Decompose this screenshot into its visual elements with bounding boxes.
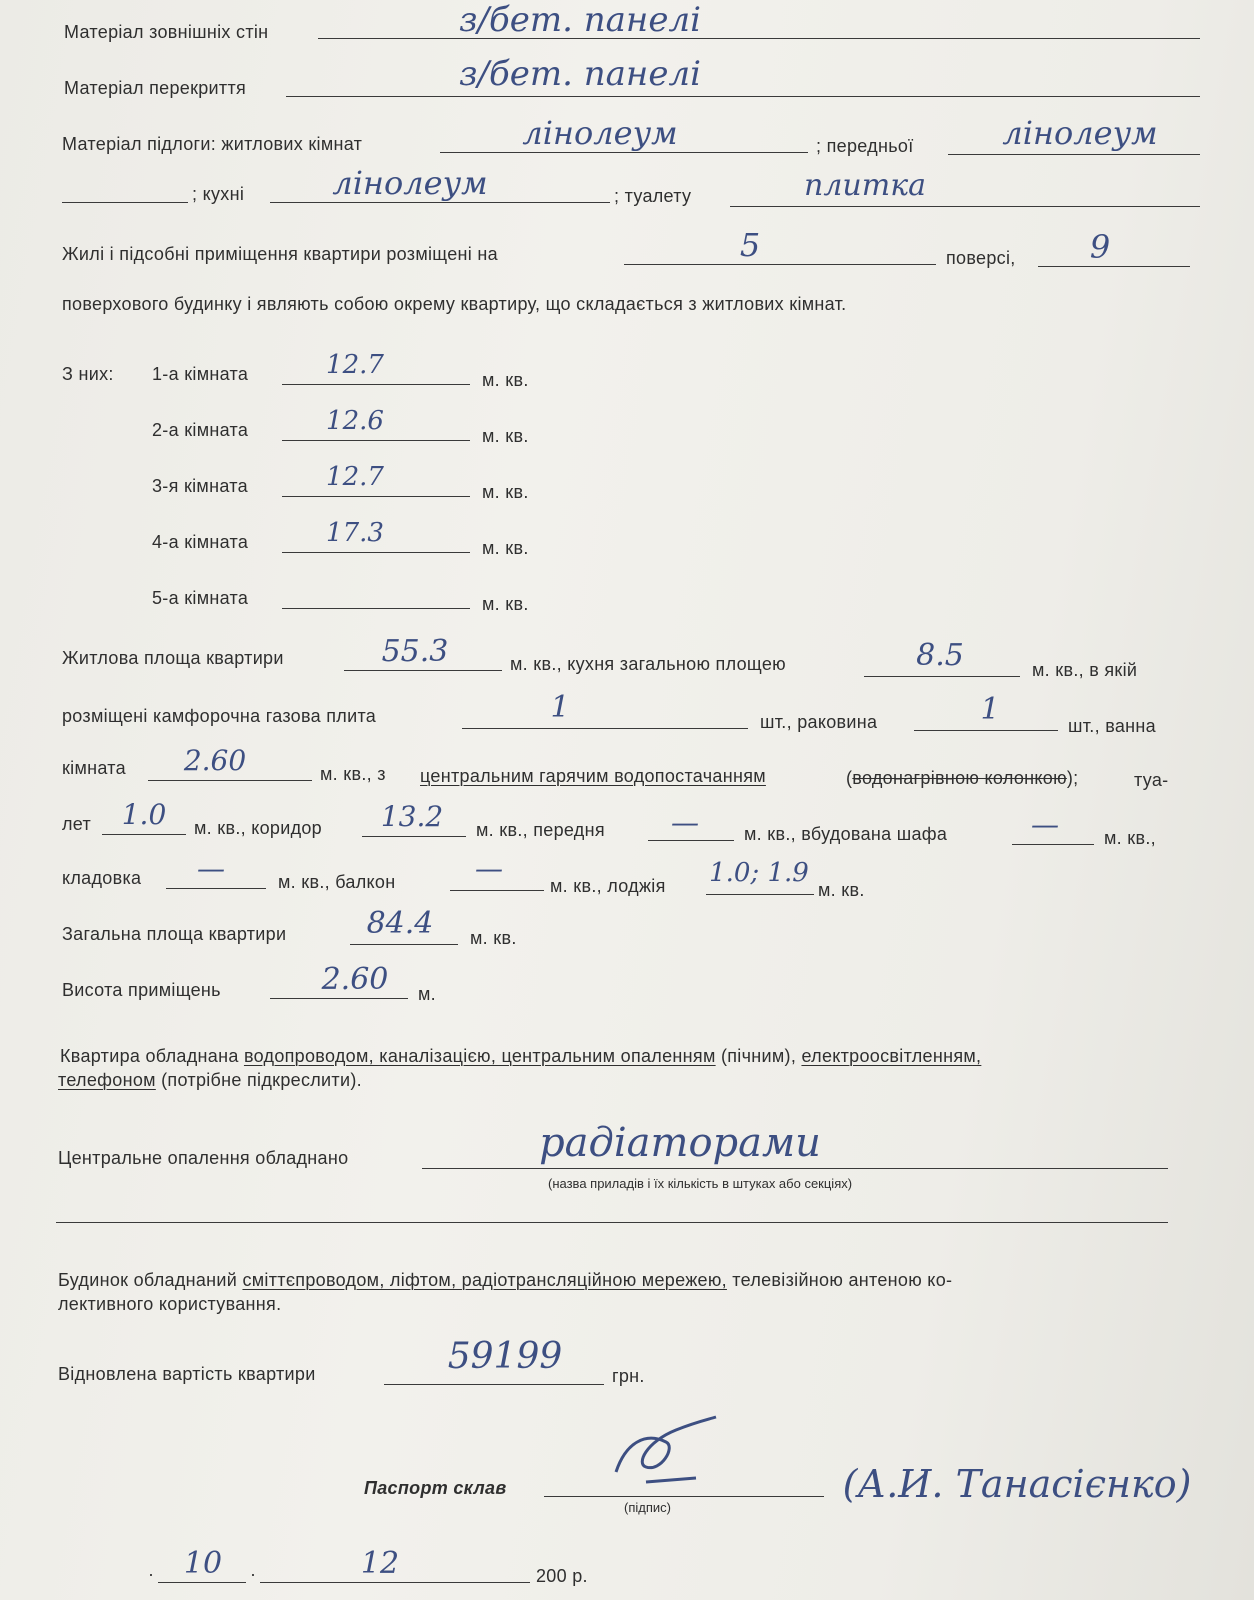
hw-exterior-walls: з/бет. панелі: [459, 0, 701, 40]
unit-room-1: м. кв.: [482, 370, 529, 390]
label-bath-unit: м. кв., з: [320, 764, 386, 784]
hw-balcony: —: [475, 852, 503, 885]
label-corridor: м. кв., коридор: [194, 818, 322, 838]
fill-room-5: [282, 608, 470, 609]
fill-central-heating: [422, 1168, 1168, 1169]
heating-caption: (назва приладів і їх кількість в штуках або секціях): [548, 1176, 853, 1191]
building-main: сміттєпроводом, ліфтом, радіотрансляційною мережею,: [242, 1270, 727, 1290]
hw-kitchen-area: 8.5: [916, 638, 964, 673]
unit-room-3: м. кв.: [482, 482, 529, 502]
label-total-area: Загальна площа квартири: [62, 924, 287, 944]
label-in-which: м. кв., в якій: [1032, 660, 1138, 680]
utilities-phone: телефоном: [58, 1070, 156, 1090]
unit-room-4: м. кв.: [482, 538, 529, 558]
fill-closet: [1012, 844, 1094, 845]
fill-living-area: [344, 670, 502, 671]
hw-floor-number: 5: [739, 226, 761, 264]
label-central-hot-water: центральним гарячим водопостачанням: [420, 766, 766, 786]
label-balcony: м. кв., балкон: [278, 872, 396, 892]
fill-date-day: [158, 1582, 246, 1583]
label-building-description: поверхового будинку і являють собою окрему квартиру, що складається з житлових кімнат.: [62, 294, 847, 314]
label-year: 200 р.: [536, 1566, 588, 1586]
hw-room-4: 17.3: [326, 518, 384, 548]
fill-gas-stove: [462, 728, 748, 729]
hw-bath: 2.60: [183, 744, 247, 777]
hw-closet: —: [1031, 808, 1059, 841]
label-restored-cost: Відновлена вартість квартири: [58, 1364, 316, 1384]
hw-living-area: 55.3: [381, 634, 449, 669]
label-front: м. кв., передня: [476, 820, 605, 840]
label-room-2: 2-а кімната: [152, 420, 249, 440]
label-overlap-material: Матеріал перекриття: [64, 78, 247, 98]
fill-room-2: [282, 440, 470, 441]
fill-floor-kitchen: [270, 202, 610, 203]
hw-room-2: 12.6: [326, 406, 384, 436]
hw-storeys: 9: [1089, 228, 1111, 266]
unit-room-5: м. кв.: [482, 594, 529, 614]
label-water-heater: (водонагрівною колонкою);: [846, 768, 1079, 788]
fill-floor-living: [440, 152, 808, 153]
fill-overlap: [286, 96, 1200, 97]
label-of-them: З них:: [62, 364, 114, 384]
label-room-1: 1-а кімната: [152, 364, 249, 384]
hw-corridor: 13.2: [380, 800, 444, 833]
hw-date-day: 10: [183, 1546, 223, 1581]
fill-date-month: [260, 1582, 530, 1583]
hw-toilet: 1.0: [121, 798, 167, 831]
hw-loggia: 1.0; 1.9: [709, 858, 809, 888]
fill-floor-number: [624, 264, 936, 265]
label-room-3: 3-я кімната: [152, 476, 248, 496]
hw-floor-living: лінолеум: [522, 114, 678, 152]
fill-total-area: [350, 944, 458, 945]
fill-floor-hall: [948, 154, 1200, 155]
label-floor-toilet: ; туалету: [614, 186, 692, 206]
utilities-prefix: Квартира обладнана: [60, 1046, 239, 1066]
hw-signer-name: (А.И. Танасієнко): [842, 1462, 1192, 1506]
hw-room-1: 12.7: [326, 350, 384, 380]
fill-kitchen-area: [864, 676, 1020, 677]
unit-room-2: м. кв.: [482, 426, 529, 446]
fill-floor-toilet: [730, 206, 1200, 207]
fill-room-3: [282, 496, 470, 497]
label-total-unit: м. кв.: [470, 928, 517, 948]
label-closet-unit: м. кв.,: [1104, 828, 1156, 848]
date-dot-2: ·: [250, 1564, 257, 1584]
label-floor-hall: ; передньої: [816, 136, 914, 156]
date-dot-1: ·: [148, 1564, 155, 1584]
fill-loggia: [706, 894, 814, 895]
hw-date-month: 12: [360, 1546, 400, 1581]
label-floor-kitchen: ; кухні: [192, 184, 245, 204]
label-toilet-end: лет: [62, 814, 92, 834]
label-building-1: [58, 1270, 952, 1291]
label-floor-word: поверсі,: [946, 248, 1016, 268]
fill-height: [270, 998, 408, 999]
hw-sink: 1: [980, 692, 1000, 727]
hw-gas-stove: 1: [550, 690, 570, 725]
building-rest: телевізійною антеною ко-: [732, 1270, 953, 1290]
label-compiled-by: Паспорт склав: [364, 1478, 507, 1498]
fill-room-1: [282, 384, 470, 385]
label-located-on: Жилі і підсобні приміщення квартири розміщені на: [62, 244, 498, 264]
fill-signature: [544, 1496, 824, 1497]
hw-storage: —: [197, 852, 225, 885]
fill-corridor: [362, 836, 466, 837]
hw-floor-kitchen: лінолеум: [332, 164, 488, 202]
signature-caption: (підпис): [624, 1500, 671, 1515]
label-kitchen-area: м. кв., кухня загальною площею: [510, 654, 786, 674]
label-building-2: лективного користування.: [58, 1294, 282, 1314]
label-equipped-2: [58, 1070, 362, 1091]
utilities-note: (потрібне підкреслити).: [161, 1070, 362, 1090]
label-cost-unit: грн.: [612, 1366, 645, 1386]
fill-floor-blank: [62, 202, 188, 203]
label-central-heating: Центральне опалення обладнано: [58, 1148, 349, 1168]
utilities-stove: (пічним),: [720, 1046, 797, 1066]
label-pcs-bath: шт., ванна: [1068, 716, 1156, 736]
label-height-unit: м.: [418, 984, 436, 1004]
utilities-main: водопроводом, каналізацією, центральним опаленням: [243, 1046, 716, 1066]
fill-room-4: [282, 552, 470, 553]
label-sink: шт., раковина: [760, 712, 878, 732]
utilities-electric: електроосвітленням,: [801, 1046, 982, 1066]
fill-toilet: [102, 834, 186, 835]
hw-floor-hall: лінолеум: [1002, 114, 1158, 152]
label-gas-stove: розміщені камфорочна газова плита: [62, 706, 377, 726]
label-floor-living: Матеріал підлоги: житлових кімнат: [62, 134, 363, 154]
fill-bath: [148, 780, 312, 781]
hw-overlap: з/бет. панелі: [459, 54, 701, 94]
label-toilet-start: туа-: [1134, 770, 1169, 790]
fill-sink: [914, 730, 1058, 731]
hw-restored-cost: 59199: [447, 1336, 563, 1377]
fill-balcony: [450, 890, 544, 891]
label-loggia: м. кв., лоджія: [550, 876, 666, 896]
label-closet: м. кв., вбудована шафа: [744, 824, 948, 844]
fill-restored-cost: [384, 1384, 604, 1385]
building-prefix: Будинок обладнаний: [58, 1270, 238, 1290]
label-room-5: 5-а кімната: [152, 588, 249, 608]
label-room-4: 4-а кімната: [152, 532, 249, 552]
hw-floor-toilet: плитка: [804, 168, 926, 203]
label-height: Висота приміщень: [62, 980, 221, 1000]
label-storage: кладовка: [62, 868, 142, 888]
signature-mark: [606, 1412, 726, 1492]
label-equipped-1: [60, 1046, 981, 1067]
fill-storeys: [1038, 266, 1190, 267]
label-living-area: Житлова площа квартири: [62, 648, 284, 668]
label-loggia-unit: м. кв.: [818, 880, 865, 900]
label-room-word: кімната: [62, 758, 126, 778]
fill-heating-extra: [56, 1222, 1168, 1223]
fill-front: [648, 840, 734, 841]
hw-room-3: 12.7: [326, 462, 384, 492]
hw-central-heating: радіаторами: [539, 1120, 821, 1166]
hw-front: —: [671, 806, 699, 839]
fill-storage: [166, 888, 266, 889]
water-heater-struck: водонагрівною колонкою: [852, 768, 1067, 788]
hw-total-area: 84.4: [366, 906, 434, 941]
hw-height: 2.60: [321, 962, 389, 997]
label-exterior-walls: Матеріал зовнішніх стін: [64, 22, 269, 42]
